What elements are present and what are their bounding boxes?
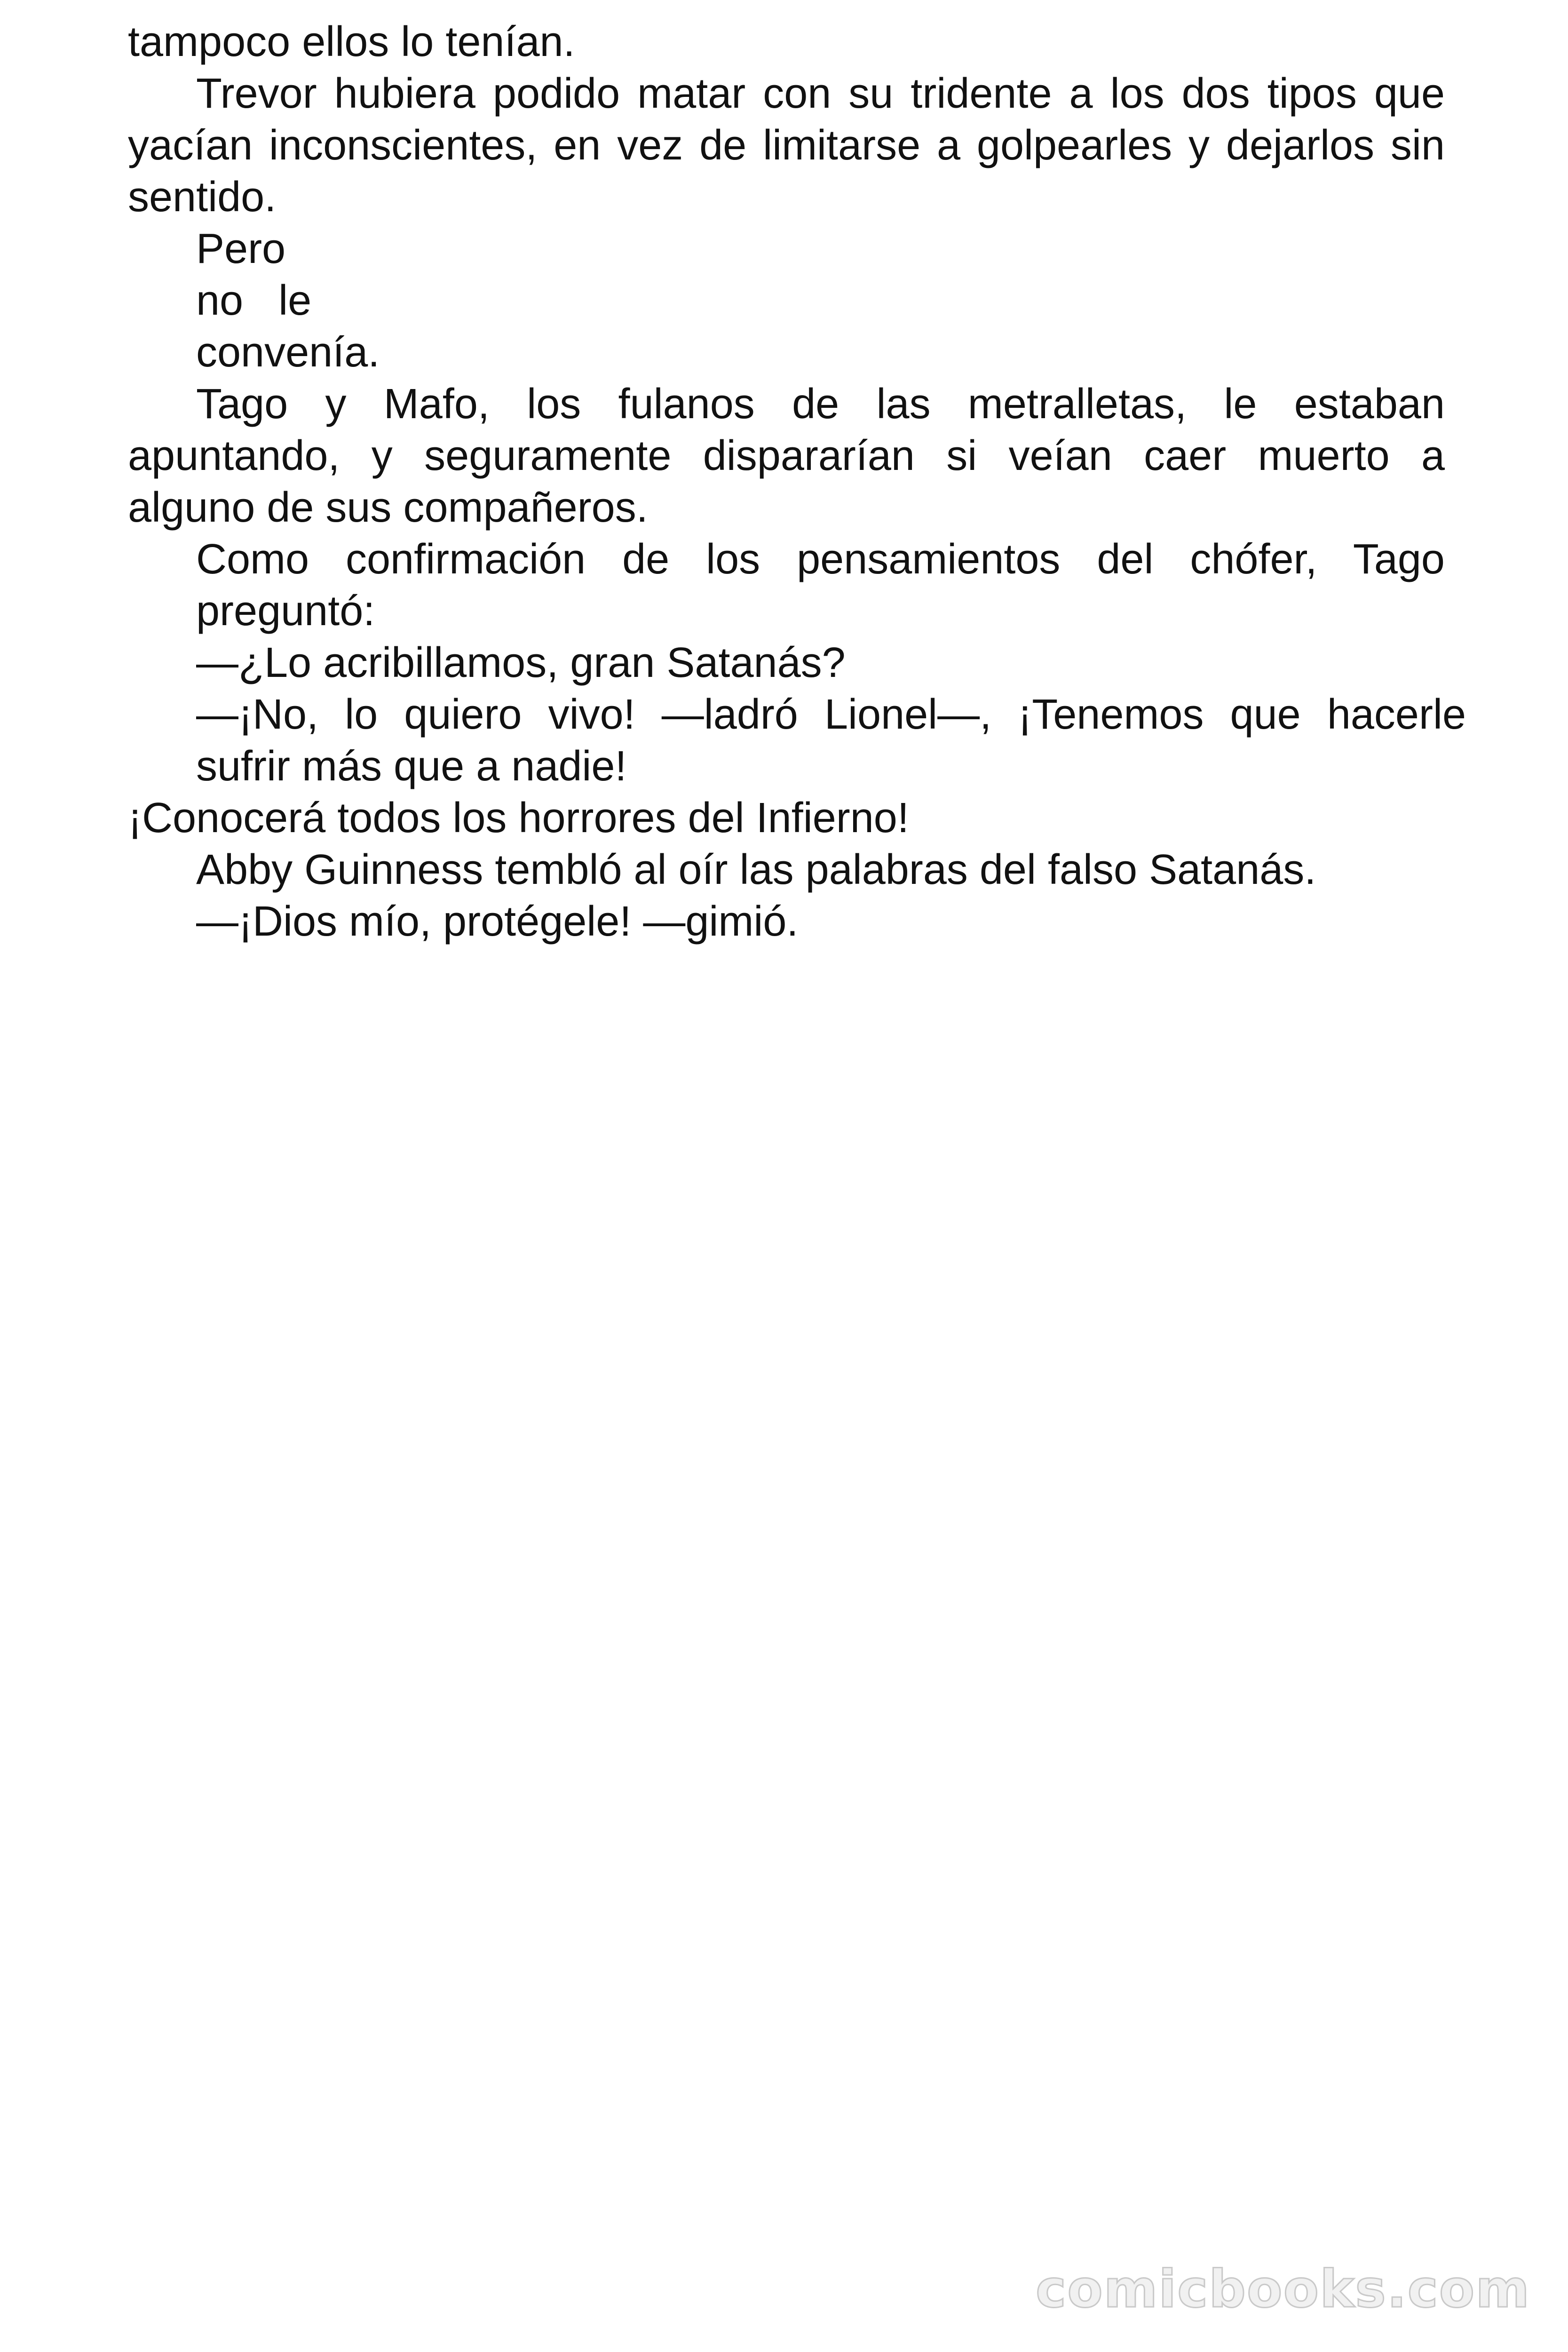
text-line: —¡Dios mío, protégele! —gimió.	[196, 898, 799, 945]
text-line: ¡Conocerá todos los horrores del Infierno!	[128, 795, 909, 842]
text-line: sufrir más que a nadie!	[196, 743, 627, 790]
text-line: apuntando, y seguramente dispararían si veían caer muerto a	[128, 432, 1445, 479]
text-line: yacían inconscientes, en vez de limitarse a golpearles y dejarlos sin	[128, 122, 1445, 169]
watermark: comicbooks.com	[1036, 2259, 1530, 2319]
text-line: sentido.	[128, 174, 277, 221]
text-line: tampoco ellos lo tenían.	[128, 18, 575, 65]
text-line: no le	[196, 277, 312, 324]
text-line: —¿Lo acribillamos, gran Satanás?	[196, 639, 846, 686]
body-text	[128, 16, 1466, 947]
text-line: Tago y Mafo, los fulanos de las metralletas, le estaban	[196, 381, 1445, 428]
text-line: convenía.	[196, 329, 380, 376]
text-line: Trevor hubiera podido matar con su tridente a los dos tipos que	[196, 70, 1445, 117]
text-line: Pero	[196, 225, 286, 272]
text-line: Como confirmación de los pensamientos del chófer, Tago	[196, 536, 1445, 583]
text-line: alguno de sus compañeros.	[128, 484, 648, 531]
text-line: preguntó:	[196, 588, 375, 635]
text-line: Abby Guinness tembló al oír las palabras del falso Satanás.	[196, 846, 1316, 893]
text-line: —¡No, lo quiero vivo! —ladró Lionel—, ¡Tenemos que hacerle	[196, 691, 1466, 738]
